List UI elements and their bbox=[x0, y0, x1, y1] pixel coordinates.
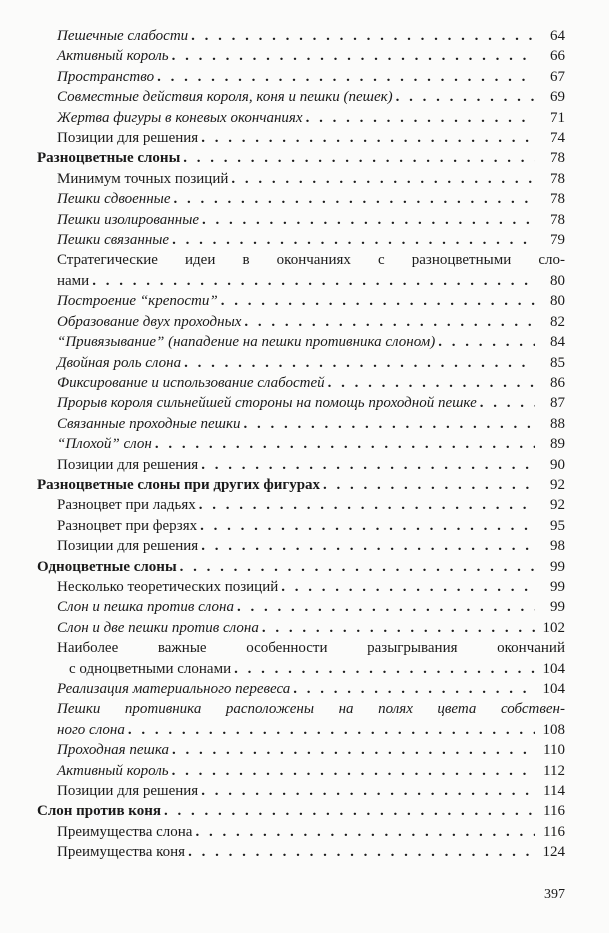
dot-leader bbox=[174, 189, 536, 209]
toc-page-number: 66 bbox=[550, 48, 565, 65]
dot-leader bbox=[231, 169, 535, 189]
toc-entry-title: Разноцветные слоны при других фигурах bbox=[37, 476, 321, 493]
toc-entry-title: Двойная роль слона bbox=[57, 354, 182, 371]
dot-leader bbox=[191, 26, 535, 46]
toc-entry bbox=[37, 822, 565, 842]
page-number: 397 bbox=[544, 887, 565, 902]
toc-page-number: 116 bbox=[543, 823, 565, 840]
toc-entry-title: Жертва фигуры в коневых окончаниях bbox=[57, 109, 303, 126]
toc-page-number: 110 bbox=[543, 742, 565, 759]
toc-page-number: 104 bbox=[542, 681, 565, 697]
toc-entry-title: Пешечные слабости bbox=[57, 28, 189, 44]
toc-entry-title-continued: нами bbox=[57, 272, 90, 289]
toc-entry-title: Образование двух проходных bbox=[57, 313, 242, 330]
toc-page-number: 102 bbox=[542, 619, 565, 636]
dot-leader bbox=[184, 353, 535, 373]
toc-page-number: 104 bbox=[542, 660, 565, 677]
toc-section bbox=[37, 148, 565, 168]
toc-entry bbox=[37, 516, 565, 536]
dot-leader bbox=[188, 842, 535, 862]
toc-entry-title: Стратегические идеи в окончаниях с разноцветными сло- bbox=[57, 252, 565, 269]
toc-entry-title: Прорыв короля сильнейшей стороны на помощь проходной пешке bbox=[57, 395, 477, 412]
toc-entry-title: Слон и пешка против слона bbox=[57, 599, 234, 616]
toc-entry-title: Позиции для решения bbox=[57, 456, 199, 473]
toc-entry bbox=[37, 842, 565, 862]
toc-entry bbox=[37, 679, 565, 699]
toc-entry bbox=[37, 108, 565, 128]
dot-leader bbox=[281, 577, 535, 597]
toc-entry bbox=[37, 26, 565, 46]
dot-leader bbox=[201, 128, 535, 148]
toc-entry bbox=[37, 434, 565, 454]
toc-page-number: 78 bbox=[550, 150, 565, 167]
dot-leader bbox=[202, 210, 535, 230]
toc-entry-title: Реализация материального перевеса bbox=[57, 681, 291, 697]
dot-leader bbox=[201, 455, 535, 475]
dot-leader bbox=[172, 230, 535, 250]
dot-leader bbox=[237, 597, 535, 617]
toc-entry bbox=[37, 373, 565, 393]
toc-entry-title: Минимум точных позиций bbox=[57, 170, 229, 187]
dot-leader bbox=[244, 312, 535, 332]
toc-entry bbox=[37, 618, 565, 638]
toc-entry-title: Преимущества слона bbox=[57, 823, 193, 840]
toc-entry bbox=[37, 128, 565, 148]
toc-entry-title: Совместные действия короля, коня и пешки (пешек) bbox=[57, 89, 393, 106]
toc-entry-title: “Плохой” слон bbox=[57, 436, 152, 453]
dot-leader bbox=[262, 618, 535, 638]
toc-page-number: 78 bbox=[550, 170, 565, 187]
toc-page-number: 80 bbox=[550, 293, 565, 310]
toc-page-number: 89 bbox=[550, 436, 565, 453]
toc-entry-title: Активный король bbox=[57, 762, 169, 779]
dot-leader bbox=[200, 516, 535, 536]
toc-entry-title: Построение “крепости” bbox=[57, 293, 218, 310]
dot-leader bbox=[396, 87, 535, 107]
toc-entry-title: Проходная пешка bbox=[57, 742, 169, 759]
dot-leader bbox=[155, 434, 535, 454]
toc-page-number: 95 bbox=[550, 517, 565, 534]
dot-leader bbox=[172, 761, 535, 781]
dot-leader bbox=[172, 740, 535, 760]
toc-entry bbox=[37, 353, 565, 373]
toc-entry-title: Разноцветные слоны bbox=[37, 150, 181, 167]
dot-leader bbox=[438, 332, 535, 352]
toc-entry bbox=[37, 495, 565, 515]
toc-page-number: 78 bbox=[550, 211, 565, 228]
toc-entry bbox=[37, 393, 565, 413]
dot-leader bbox=[328, 373, 535, 393]
toc-entry-title: Слон против коня bbox=[37, 803, 161, 820]
toc-entry bbox=[37, 67, 565, 87]
dot-leader bbox=[293, 679, 535, 699]
toc-section bbox=[37, 475, 565, 495]
dot-leader bbox=[221, 291, 535, 311]
toc-section bbox=[37, 557, 565, 577]
toc-entry bbox=[37, 189, 565, 209]
toc-entry bbox=[37, 291, 565, 311]
toc-entry bbox=[37, 414, 565, 434]
toc-page-number: 82 bbox=[550, 313, 565, 330]
toc-entry-title: Пешки противника расположены на полях цвета собствен- bbox=[57, 701, 565, 718]
dot-leader bbox=[172, 46, 535, 66]
toc-entry-title-continued: с одноцветными слонами bbox=[69, 660, 232, 677]
toc-page-number: 88 bbox=[550, 415, 565, 432]
toc-entry-title: Активный король bbox=[57, 48, 169, 65]
toc-entry-title: Слон и две пешки против слона bbox=[57, 619, 259, 636]
dot-leader bbox=[164, 801, 535, 821]
dot-leader bbox=[183, 148, 535, 168]
toc-page-number: 86 bbox=[550, 374, 565, 391]
dot-leader bbox=[195, 822, 535, 842]
toc-page-number: 98 bbox=[550, 538, 565, 555]
toc-entry-title: Позиции для решения bbox=[57, 783, 199, 800]
toc-page-number: 67 bbox=[550, 68, 565, 85]
toc-page-number: 85 bbox=[550, 354, 565, 371]
toc-section bbox=[37, 801, 565, 821]
toc-entry bbox=[37, 332, 565, 352]
toc-entry-title: Несколько теоретических позиций bbox=[57, 578, 279, 595]
toc-page-number: 92 bbox=[550, 476, 565, 493]
toc-entry-title: Разноцвет при ладьях bbox=[57, 497, 196, 514]
toc-entry-title: Преимущества коня bbox=[57, 844, 186, 861]
toc-entry bbox=[37, 597, 565, 617]
toc-page-number: 79 bbox=[550, 232, 565, 249]
dot-leader bbox=[201, 781, 535, 801]
toc-entry bbox=[37, 781, 565, 801]
toc-entry-title: Связанные проходные пешки bbox=[57, 415, 241, 432]
toc-entry bbox=[37, 169, 565, 189]
dot-leader bbox=[128, 720, 535, 740]
toc-page-number: 108 bbox=[542, 721, 565, 738]
toc-page-number: 87 bbox=[550, 395, 565, 412]
toc-page-number: 112 bbox=[543, 762, 565, 779]
toc-entry-title: Одноцветные слоны bbox=[37, 558, 177, 575]
dot-leader bbox=[243, 414, 535, 434]
toc-page-number: 92 bbox=[550, 497, 565, 514]
toc-page-number: 99 bbox=[550, 558, 565, 575]
toc-entry bbox=[37, 761, 565, 781]
toc-entry bbox=[37, 87, 565, 107]
toc-entry bbox=[37, 210, 565, 230]
toc-entry bbox=[37, 250, 565, 291]
toc-entry bbox=[37, 699, 565, 740]
dot-leader bbox=[306, 108, 535, 128]
toc-entry bbox=[37, 455, 565, 475]
toc-entry-title: Пешки сдвоенные bbox=[57, 191, 171, 208]
toc-entry bbox=[37, 230, 565, 250]
dot-leader bbox=[480, 393, 535, 413]
toc-page-number: 78 bbox=[550, 191, 565, 208]
toc-page-number: 80 bbox=[550, 272, 565, 289]
toc-entry-title: Наиболее важные особенности разыгрывания окончаний bbox=[57, 640, 565, 657]
toc-entry bbox=[37, 536, 565, 556]
toc-page-number: 114 bbox=[543, 783, 565, 800]
toc-entry-title: Разноцвет при ферзях bbox=[57, 517, 198, 534]
toc-page-number: 116 bbox=[543, 803, 565, 820]
toc-entry-title: Фиксирование и использование слабостей bbox=[57, 374, 325, 391]
toc-entry-title-continued: ного слона bbox=[57, 721, 125, 738]
toc-page-number: 99 bbox=[550, 578, 565, 595]
toc-entry-title: Пространство bbox=[57, 68, 155, 85]
toc-entry-title: Позиции для решения bbox=[57, 538, 199, 555]
toc-entry-title: Пешки связанные bbox=[57, 232, 170, 249]
toc-page-number: 99 bbox=[550, 599, 565, 616]
dot-leader bbox=[199, 495, 535, 515]
toc-page-number: 124 bbox=[542, 844, 565, 861]
dot-leader bbox=[234, 659, 535, 679]
dot-leader bbox=[180, 557, 535, 577]
toc-entry-title: Пешки изолированные bbox=[57, 211, 200, 228]
dot-leader bbox=[92, 271, 535, 291]
toc-page-number: 90 bbox=[550, 456, 565, 473]
dot-leader bbox=[201, 536, 535, 556]
toc-entry bbox=[37, 740, 565, 760]
dot-leader bbox=[157, 67, 535, 87]
dot-leader bbox=[323, 475, 535, 495]
toc-page-number: 71 bbox=[550, 109, 565, 126]
toc-entry bbox=[37, 46, 565, 66]
toc-page-number: 69 bbox=[550, 89, 565, 106]
toc-entry bbox=[37, 638, 565, 679]
toc-entry bbox=[37, 577, 565, 597]
toc-page-number: 74 bbox=[550, 130, 565, 147]
toc-page-number: 64 bbox=[550, 28, 565, 44]
toc-page-number: 84 bbox=[550, 334, 565, 351]
toc-entry-title: “Привязывание” (нападение на пешки противника слоном) bbox=[57, 334, 436, 351]
toc-entry-title: Позиции для решения bbox=[57, 130, 199, 147]
toc-entry bbox=[37, 312, 565, 332]
table-of-contents bbox=[37, 26, 565, 863]
